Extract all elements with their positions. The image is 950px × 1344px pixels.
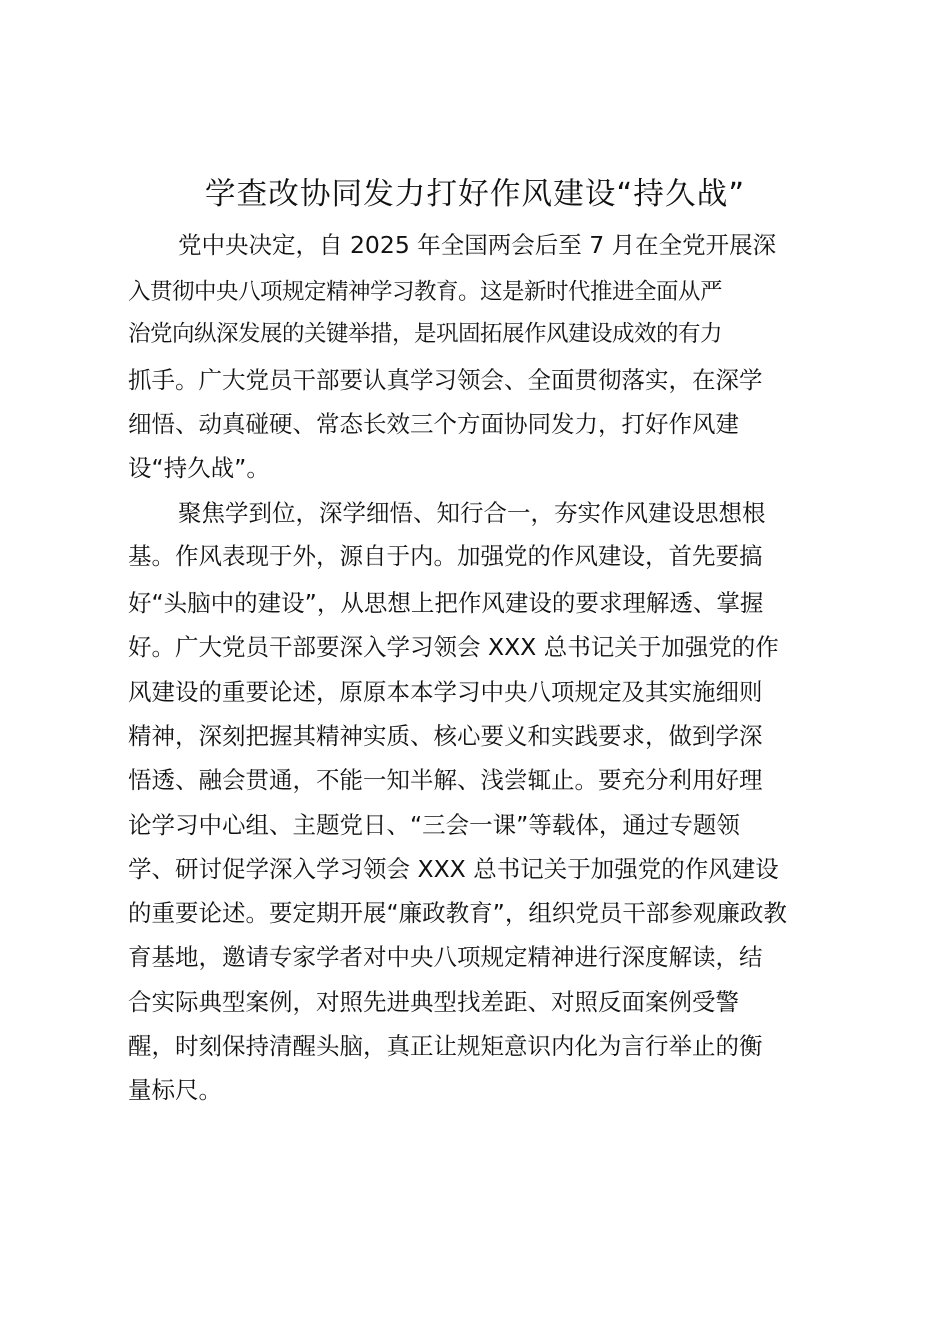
paragraph-2-line-8: 论学习中心组、主题党日、“三会一课”等载体，通过专题领 [128, 811, 740, 839]
paragraph-1-line-4: 抓手。广大党员干部要认真学习领会、全面贯彻落实，在深学 [128, 366, 763, 394]
document-title: 学查改协同发力打好作风建设“持久战” [204, 177, 746, 212]
paragraph-1-line-1: 党中央决定，自 2025 年全国两会后至 7 月在全党开展深 [178, 231, 777, 259]
paragraph-2-line-3: 好“头脑中的建设”，从思想上把作风建设的要求理解透、掌握 [128, 589, 764, 617]
paragraph-2-line-1: 聚焦学到位，深学细悟、知行合一，夯实作风建设思想根 [178, 499, 766, 527]
paragraph-2-line-14: 量标尺。 [128, 1076, 222, 1104]
paragraph-2-line-4: 好。广大党员干部要深入学习领会 XXX 总书记关于加强党的作 [128, 633, 779, 661]
paragraph-2-line-2: 基。作风表现于外，源自于内。加强党的作风建设，首先要搞 [128, 542, 763, 570]
paragraph-1-line-6: 设“持久战”。 [128, 454, 270, 482]
paragraph-2-line-5: 风建设的重要论述，原原本本学习中央八项规定及其实施细则 [128, 678, 763, 706]
paragraph-1-line-5: 细悟、动真碰硬、常态长效三个方面协同发力，打好作风建 [128, 410, 739, 438]
paragraph-2-line-7: 悟透、融会贯通，不能一知半解、浅尝辄止。要充分利用好理 [128, 766, 763, 794]
paragraph-2-line-13: 醒，时刻保持清醒头脑，真正让规矩意识内化为言行举止的衡 [128, 1032, 763, 1060]
paragraph-2-line-11: 育基地，邀请专家学者对中央八项规定精神进行深度解读，结 [128, 943, 763, 971]
paragraph-2-line-12: 合实际典型案例，对照先进典型找差距、对照反面案例受警 [128, 988, 739, 1016]
paragraph-1-line-3: 治党向纵深发展的关键举措，是巩固拓展作风建设成效的有力 [128, 321, 723, 347]
paragraph-2-line-6: 精神，深刻把握其精神实质、核心要义和实践要求，做到学深 [128, 722, 763, 750]
paragraph-2-line-10: 的重要论述。要定期开展“廉政教育”，组织党员干部参观廉政教 [128, 899, 787, 927]
paragraph-2-line-9: 学、研讨促学深入学习领会 XXX 总书记关于加强党的作风建设 [128, 855, 779, 883]
paragraph-1-line-2: 入贯彻中央八项规定精神学习教育。这是新时代推进全面从严 [128, 279, 723, 305]
